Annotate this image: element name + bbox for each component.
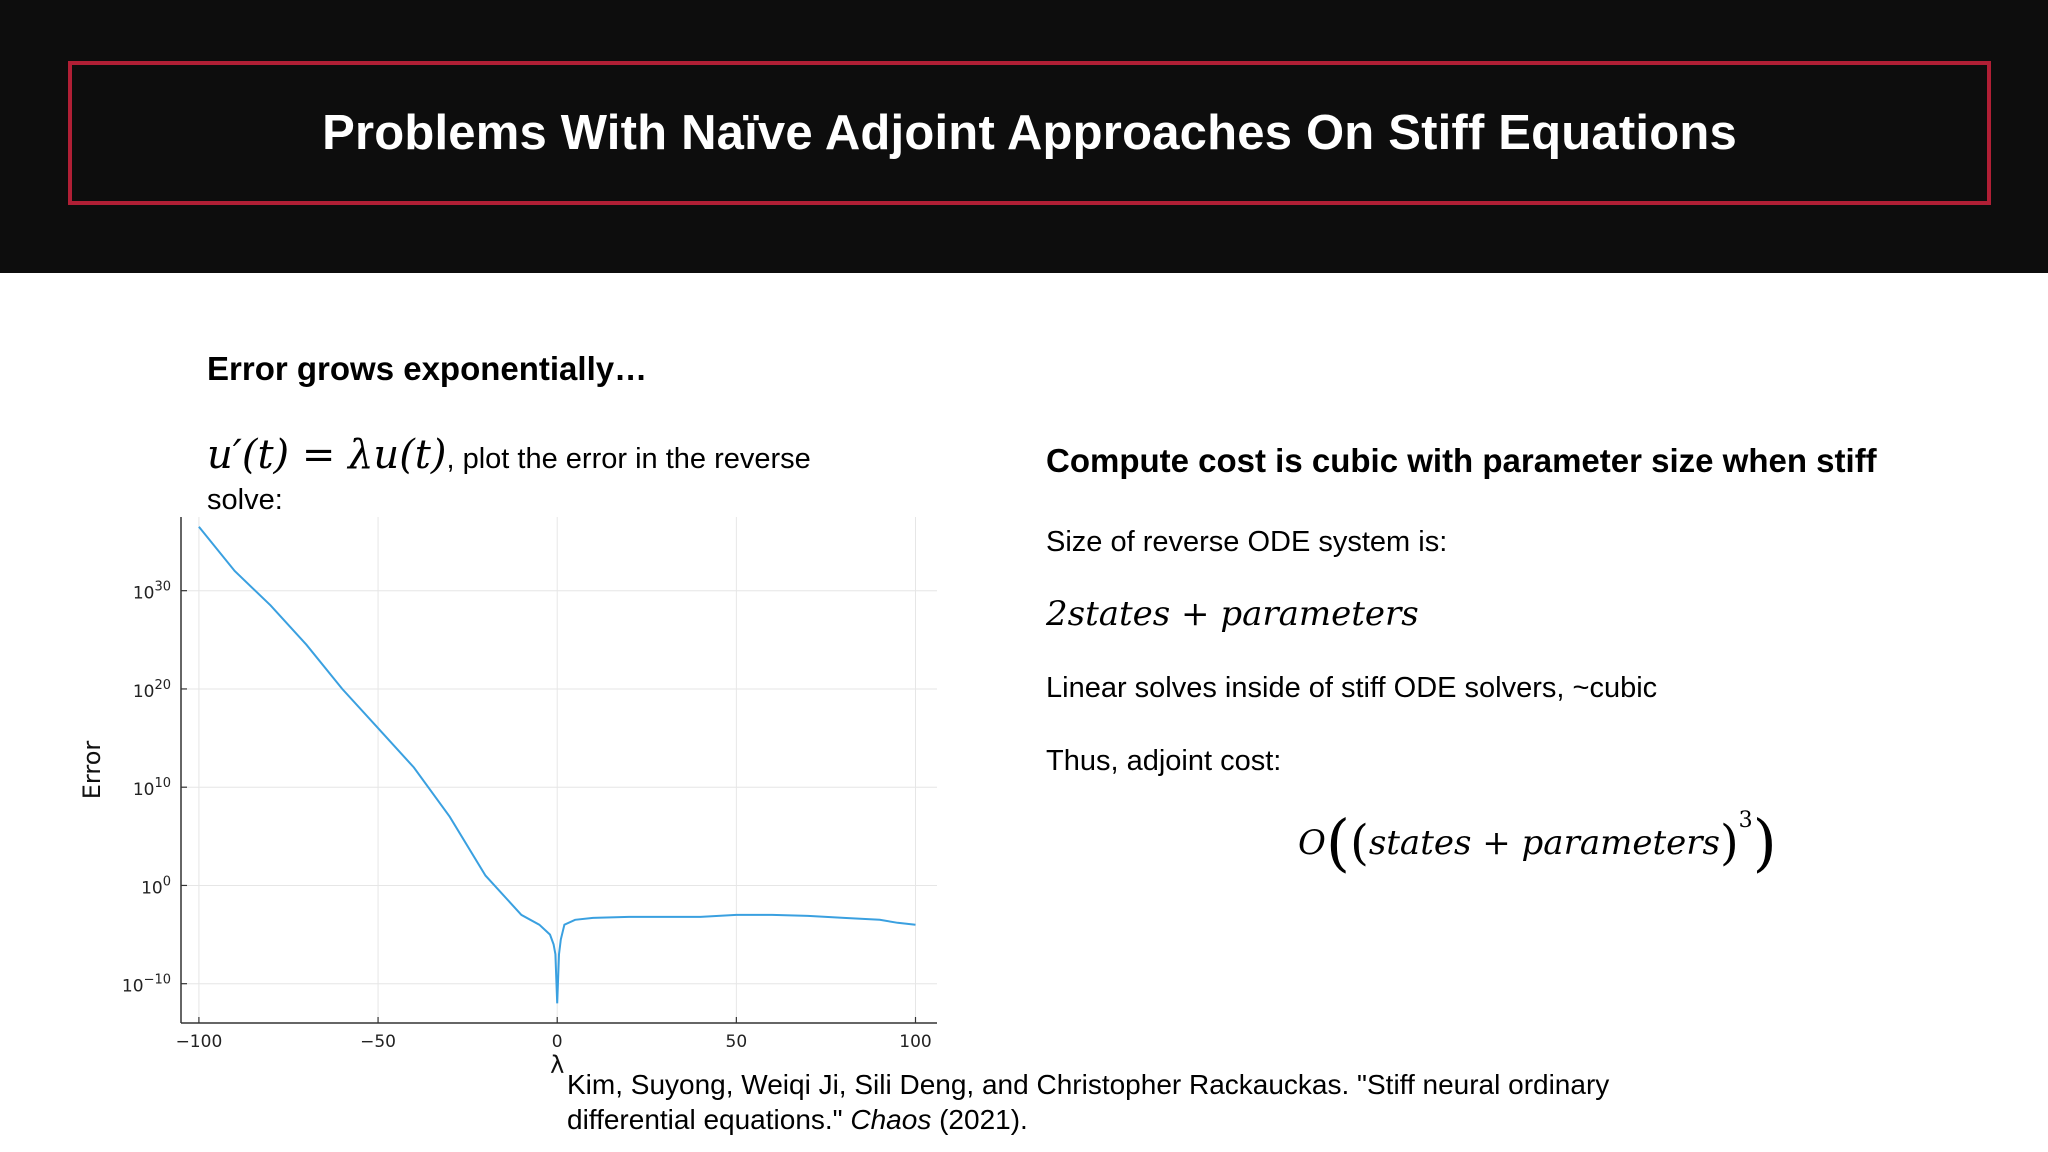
ode-equation: u′(t) = λu(t): [207, 432, 447, 478]
chart-ticks: [122, 580, 932, 1052]
right-heading: Compute cost is cubic with parameter size when stiff: [1046, 442, 1877, 479]
y-tick-label: $10^{-10}$: [121, 972, 171, 997]
slide-title: Problems With Naïve Adjoint Approaches On Stiff Equations: [322, 106, 1737, 160]
right-line-3: Thus, adjoint cost:: [1046, 745, 1282, 777]
x-tick-label: 100: [899, 1032, 932, 1052]
x-axis-label: λ: [550, 1051, 565, 1079]
y-tick-label: $10^{10}$: [132, 776, 171, 801]
left-description-text: , plot the error in the reverse solve:: [207, 443, 811, 516]
cost-exponent: 3: [1738, 808, 1753, 833]
y-tick-label: $10^0$: [141, 874, 171, 899]
y-tick-label: $10^{30}$: [132, 579, 171, 604]
x-tick-label: −100: [175, 1032, 223, 1052]
left-heading: Error grows exponentially…: [207, 350, 648, 387]
y-axis-label: Error: [78, 740, 106, 800]
x-tick-label: −50: [360, 1032, 397, 1052]
right-line-2: Linear solves inside of stiff ODE solvers, ~cubic: [1046, 672, 1658, 704]
big-o: O: [1298, 823, 1326, 863]
right-line-1: Size of reverse ODE system is:: [1046, 526, 1448, 558]
y-tick-label: $10^{20}$: [132, 677, 171, 702]
citation-journal: Chaos: [850, 1104, 932, 1135]
citation-text: Kim, Suyong, Weiqi Ji, Sili Deng, and Christopher Rackauckas. "Stiff neural ordinary differential equations.": [567, 1069, 1610, 1135]
x-tick-label: 50: [725, 1032, 748, 1052]
cost-inner: states + parameters: [1368, 823, 1720, 863]
citation-year: (2021).: [931, 1104, 1028, 1135]
reverse-size-formula: 2states + parameters: [1046, 594, 1419, 634]
adjoint-cost-formula: O ( ( states + parameters ) 3 ): [1298, 806, 1777, 879]
x-tick-label: 0: [551, 1032, 563, 1052]
